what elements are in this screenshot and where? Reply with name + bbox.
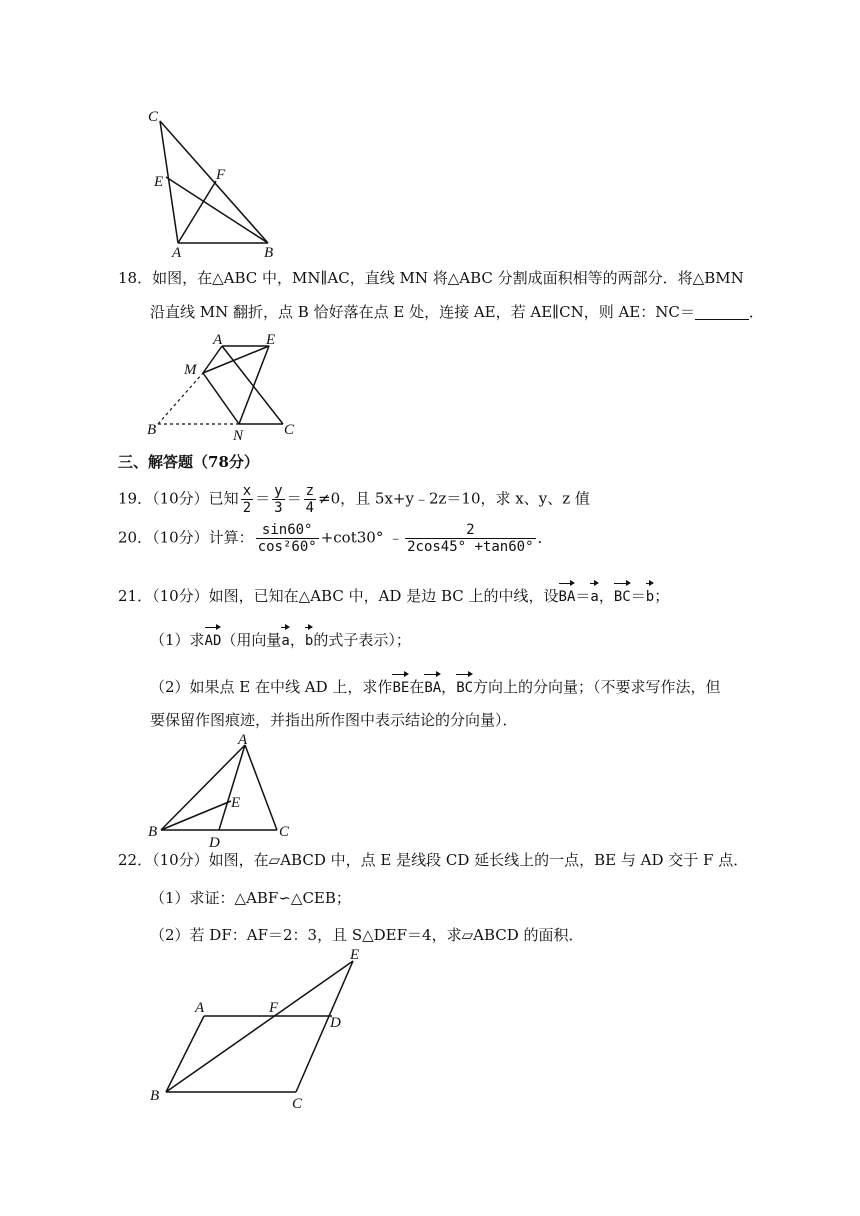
- q22-part1: （1）求证：△ABF∽△CEB；: [150, 889, 351, 907]
- label-C: C: [148, 109, 159, 125]
- label-E: E: [266, 332, 276, 348]
- label-A: A: [213, 332, 223, 348]
- label-A: A: [238, 732, 248, 748]
- label-B: B: [147, 422, 157, 438]
- q18-line2: 沿直线 MN 翻折，点 B 恰好落在点 E 处，连接 AE，若 AE∥CN，则 AE：NC＝ ．: [150, 303, 764, 321]
- q21-part2-line2: 要保留作图痕迹，并指出所作图中表示结论的分向量）．: [150, 711, 518, 729]
- q21-line1: 21．（10分）如图，已知在△ABC 中，AD 是边 BC 上的中线，设BA＝a，BC＝b；: [118, 581, 669, 607]
- figure-21: [145, 730, 295, 852]
- label-N: N: [233, 428, 244, 442]
- label-A: A: [172, 245, 182, 260]
- figure-22: [140, 945, 380, 1115]
- label-E: E: [231, 795, 241, 811]
- label-C: C: [292, 1096, 303, 1112]
- label-C: C: [279, 824, 290, 840]
- label-F: F: [269, 1000, 279, 1016]
- label-F: F: [216, 167, 226, 183]
- answer-blank: [695, 303, 749, 320]
- q20: 20．（10分）计算： $\frac{\sin 60^\circ}{\text{cos²60°}}$ +cot30° ﹣ $\frac{2}{2\cos 45^\circ +\tan 60^\circ}$ ．: [118, 522, 553, 555]
- fraction-x: $\frac{x}{2}$: [242, 483, 252, 516]
- q18-line1: 18．如图，在△ABC 中，MN∥AC，直线 MN 将△ABC 分割成面积相等的两部分．将△BMN: [118, 269, 744, 287]
- label-M: M: [184, 362, 197, 378]
- label-E: E: [154, 174, 164, 190]
- label-A: A: [195, 1000, 205, 1016]
- label-E: E: [350, 947, 360, 963]
- section-heading: 三、解答题（78分）: [118, 453, 259, 471]
- fraction-sin: $\frac{\sin 60^\circ}{\text{cos²60°}}$: [257, 522, 317, 555]
- fraction-z: $\frac{z}{4}$: [305, 483, 315, 516]
- fraction-tan: $\frac{2}{2\cos 45^\circ +\tan 60^\circ}$: [407, 522, 534, 555]
- label-B: B: [150, 1088, 160, 1104]
- q21-part1: （1）求AD（用向量a，b的式子表示）；: [150, 625, 411, 651]
- q22-part2: （2）若 DF：AF＝2：3，且 S△DEF＝4，求▱ABCD 的面积．: [150, 926, 584, 944]
- label-D: D: [209, 835, 220, 851]
- label-D: D: [330, 1015, 341, 1031]
- figure-18: [143, 330, 303, 442]
- label-B: B: [264, 245, 274, 260]
- figure-17: [140, 105, 290, 260]
- q22-line1: 22．（10分）如图，在▱ABCD 中，点 E 是线段 CD 延长线上的一点，BE 与 AD 交于 F 点．: [118, 851, 749, 869]
- label-B: B: [148, 824, 158, 840]
- label-C: C: [284, 422, 295, 438]
- q21-part2: （2）如果点 E 在中线 AD 上，求作BE在BA，BC方向上的分向量；（不要求写作法，但: [150, 672, 721, 698]
- q19: 19．（10分）已知 $\frac{x}{2}$ ＝ $\frac{y}{3}$ ＝ $\frac{z}{4}$ ≠0，且 5x+y﹣2z＝10，求 x、y、z 值: [118, 483, 590, 516]
- fraction-y: $\frac{y}{3}$: [274, 483, 283, 516]
